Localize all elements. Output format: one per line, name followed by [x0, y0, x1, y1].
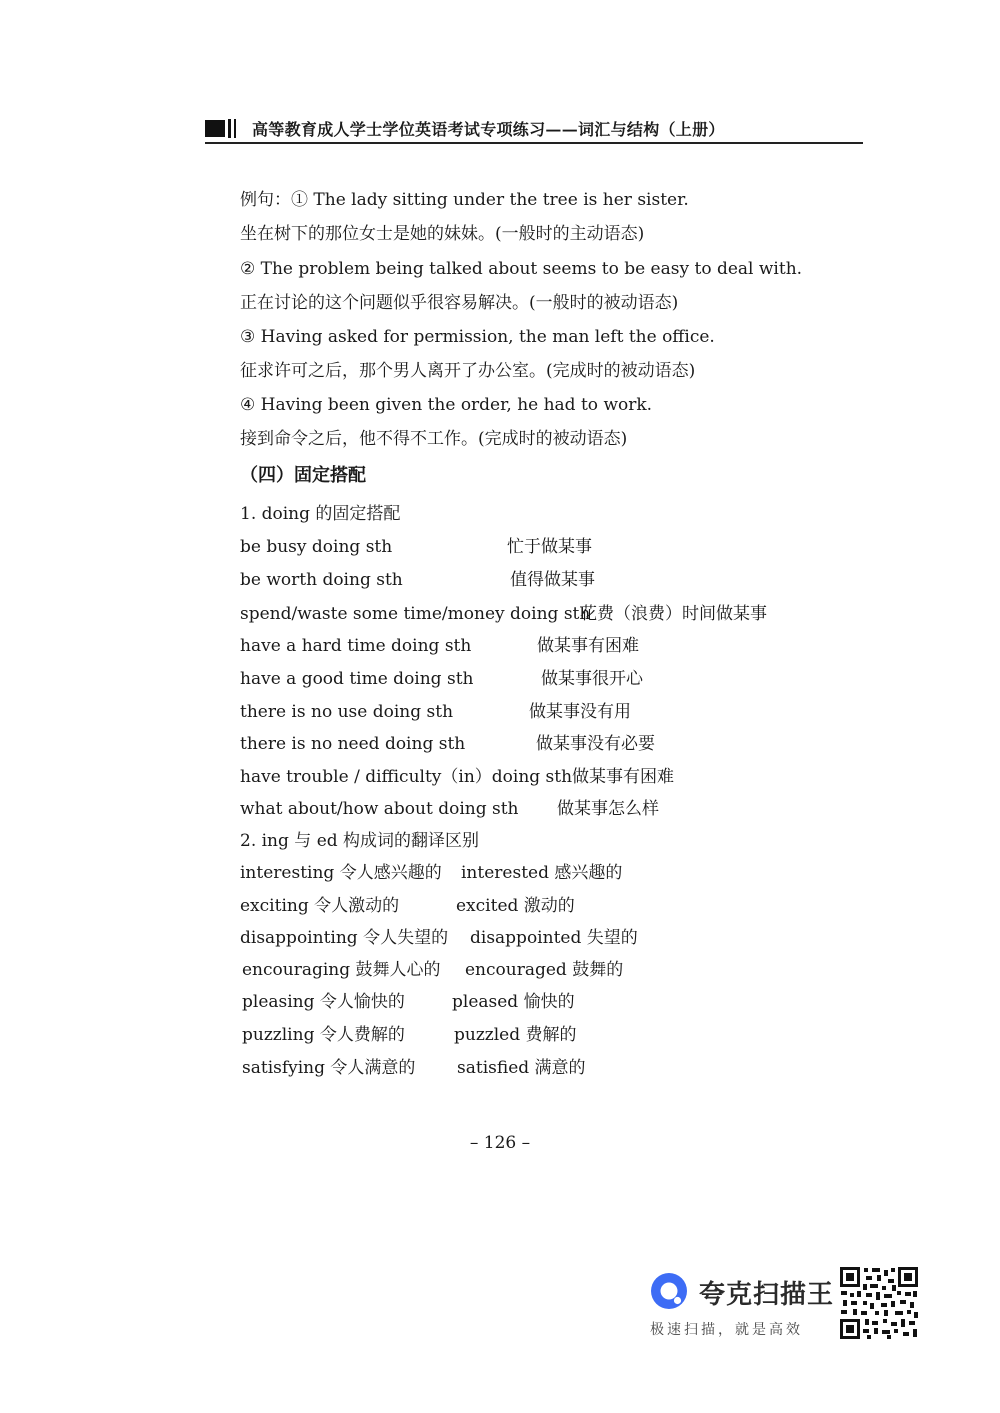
phrase-en: have trouble / difficulty（in）doing sth — [240, 767, 573, 787]
ing-word: satisfying 令人满意的 — [242, 1058, 416, 1078]
example-translation: 坐在树下的那位女士是她的妹妹。(一般时的主动语态) — [240, 224, 645, 244]
ing-word: pleasing 令人愉快的 — [242, 992, 405, 1012]
watermark-app-name: 夸克扫描王 — [699, 1280, 835, 1310]
phrase-en: be worth doing sth — [240, 570, 403, 590]
ing-word: interesting 令人感兴趣的 — [240, 863, 442, 883]
header-decor-bar — [234, 119, 236, 138]
ed-word: puzzled 费解的 — [454, 1025, 577, 1045]
ed-word: excited 激动的 — [456, 896, 575, 916]
ed-word: encouraged 鼓舞的 — [465, 960, 624, 980]
phrase-en: there is no need doing sth — [240, 734, 466, 754]
phrase-en: there is no use doing sth — [240, 702, 454, 722]
phrase-zh: 做某事有困难 — [572, 767, 674, 787]
phrase-zh: 做某事没有必要 — [536, 734, 655, 754]
example-line: ② The problem being talked about seems to be easy to deal with. — [240, 259, 803, 279]
ing-word: puzzling 令人费解的 — [242, 1025, 405, 1045]
phrase-en: be busy doing sth — [240, 537, 393, 557]
phrase-en: have a hard time doing sth — [240, 636, 472, 656]
section-title: （四）固定搭配 — [240, 465, 366, 486]
ing-word: encouraging 鼓舞人心的 — [242, 960, 441, 980]
example-translation: 正在讨论的这个问题似乎很容易解决。(一般时的被动语态) — [240, 293, 679, 313]
phrase-zh: 做某事很开心 — [541, 669, 643, 689]
header-decor-block — [205, 120, 225, 137]
header-rule — [205, 142, 863, 144]
example-translation: 征求许可之后，那个男人离开了办公室。(完成时的被动语态) — [240, 361, 696, 381]
ed-word: interested 感兴趣的 — [461, 863, 623, 883]
phrase-en: spend/waste some time/money doing sth — [240, 604, 591, 624]
phrase-zh: 做某事有困难 — [537, 636, 639, 656]
ed-word: pleased 愉快的 — [452, 992, 575, 1012]
phrase-zh: 忙于做某事 — [507, 537, 592, 557]
example-line: ④ Having been given the order, he had to work. — [240, 395, 653, 415]
phrase-zh: 做某事没有用 — [529, 702, 631, 722]
running-header — [205, 116, 863, 142]
ing-word: exciting 令人激动的 — [240, 896, 400, 916]
header-decor-bar — [228, 119, 231, 138]
phrase-zh: 做某事怎么样 — [557, 799, 659, 819]
page-number: – 126 – — [469, 1133, 531, 1153]
example-line: 例句：① The lady sitting under the tree is her sister. — [240, 190, 689, 210]
qr-code-icon — [839, 1266, 919, 1340]
header-title: 高等教育成人学士学位英语考试专项练习——词汇与结构（上册） — [252, 120, 725, 139]
ed-word: disappointed 失望的 — [470, 928, 638, 948]
example-line: ③ Having asked for permission, the man left the office. — [240, 327, 715, 347]
watermark-slogan: 极速扫描，就是高效 — [650, 1322, 803, 1338]
subsection-title: 1. doing 的固定搭配 — [240, 504, 401, 524]
ing-word: disappointing 令人失望的 — [240, 928, 449, 948]
phrase-en: what about/how about doing sth — [240, 799, 519, 819]
quark-logo-icon — [650, 1272, 688, 1310]
subsection-title: 2. ing 与 ed 构成词的翻译区别 — [240, 831, 480, 851]
phrase-zh: 值得做某事 — [510, 570, 595, 590]
example-translation: 接到命令之后，他不得不工作。(完成时的被动语态) — [240, 429, 628, 449]
phrase-en: have a good time doing sth — [240, 669, 474, 689]
phrase-zh: 花费（浪费）时间做某事 — [580, 604, 767, 624]
ed-word: satisfied 满意的 — [457, 1058, 586, 1078]
